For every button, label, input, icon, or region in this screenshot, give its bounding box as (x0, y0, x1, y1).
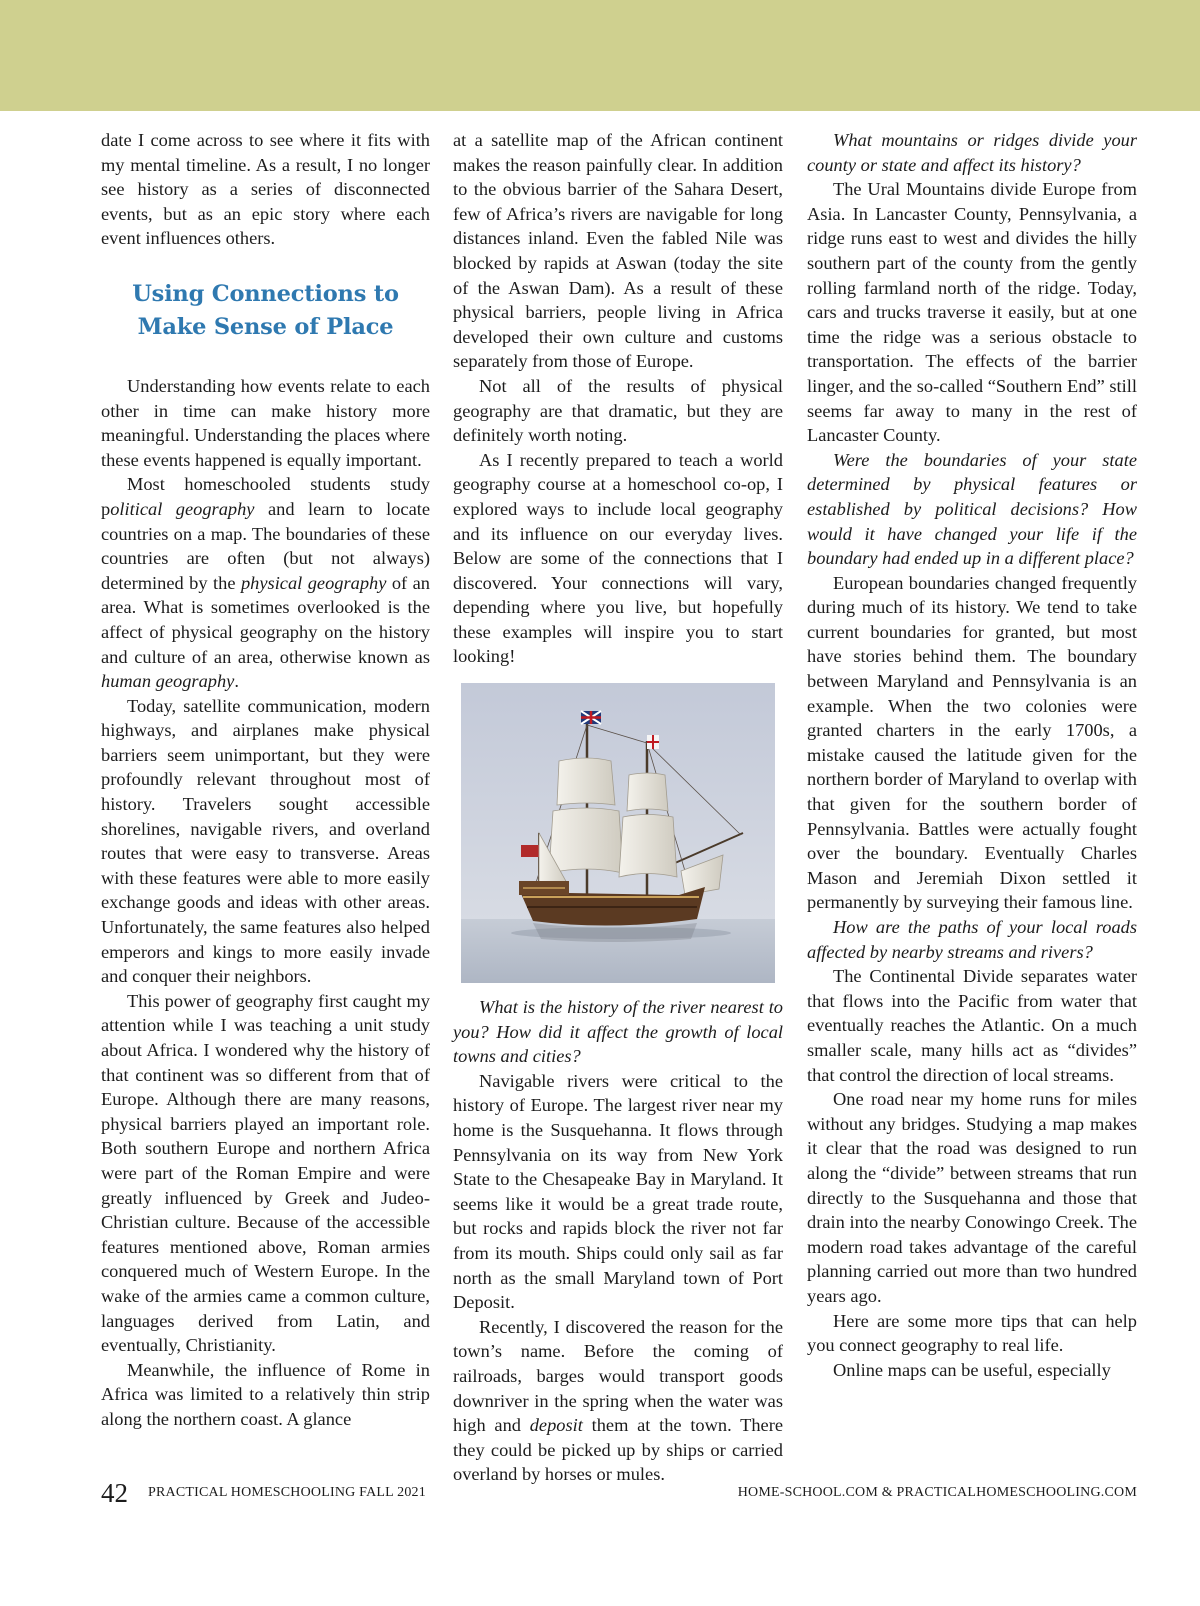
paragraph: The Ural Mountains divide Europe from Asia. In Lancaster County, Pennsylvania, a ridge runs east to west and divides the hilly southern part of the county from the gently rolling farmland north of the ridge. Today, cars and trucks traverse it easily, but at one time the ridge was a serious obstacle to transportation. The effects of the barrier linger, and the so-called “Southern End” still seems far away to many in the rest of Lancaster County. (807, 179, 1137, 446)
article-column-3 (807, 128, 1137, 1382)
question-subheading: Were the boundaries of your state determined by physical features or established by political decisions? How would it have changed your life if the boundary had ended up in a different place? (807, 449, 1137, 569)
article-column-1 (101, 128, 430, 1432)
article-column-2 (453, 128, 783, 1487)
page-number: 42 (101, 1478, 128, 1508)
section-heading (101, 278, 430, 344)
question-subheading: How are the paths of your local roads affected by nearby streams and rivers? (807, 917, 1137, 962)
paragraph: date I come across to see where it fits with my mental timeline. As a result, I no longer see history as a series of disconnected events, but as an epic story where each event influences others. (101, 130, 430, 249)
paragraph: This power of geography first caught my attention while I was teaching a unit study about Africa. I wondered why the history of that continent was so different from that of Europe. Although there are many reasons, physical barriers played an important role. Both southern Europe and northern Africa were part of the Roman Empire and were greatly influenced by Greek and Judeo-Christian culture. Because of the accessible features mentioned above, Roman armies conquered much of Western Europe. In the wake of the armies came a common culture, languages derived from Latin, and eventually, Christianity. (101, 990, 430, 1356)
paragraph: Understanding how events relate to each other in time can make history more meaningful. Understanding the places where these events happened is equally important. (101, 375, 430, 470)
magazine-issue: PRACTICAL HOMESCHOOLING FALL 2021 (148, 1485, 426, 1500)
paragraph: Navigable rivers were critical to the history of Europe. The largest river near my home is the Susquehanna. It flows through Pennsylvania on its way from New York State to the Chesapeake Bay in Maryland. It seems like it would be a great trade route, but rocks and rapids block the river not far from its mouth. Ships could only sail as far north as the small Maryland town of Port Deposit. (453, 1070, 783, 1313)
paragraph: As I recently prepared to teach a world geography course at a homeschool co-op, I explored ways to include local geography and its influence on our everyday lives. Below are some of the connections that I discovered. Your connections will vary, depending where you live, but hopefully these examples will inspire you to start looking! (453, 449, 783, 667)
emphasis: olitical geography (110, 498, 255, 519)
section-heading-line: Using Connections to (132, 280, 399, 307)
sailing-ship-photo (461, 683, 775, 983)
paragraph: Recently, I discovered the reason for the town’s name. Before the coming of railroads, barges would transport goods downriver in the spring when the water was high and deposit them at the town. There they could be picked up by ships or carried overland by horses or mules. (453, 1316, 783, 1485)
section-heading-line: Make Sense of Place (137, 313, 394, 340)
question-subheading: What is the history of the river nearest to you? How did it affect the growth of local towns and cities? (453, 997, 783, 1067)
paragraph: Online maps can be useful, especially (833, 1359, 1111, 1380)
emphasis: physical geography (240, 572, 387, 593)
paragraph: Here are some more tips that can help you connect geography to real life. (807, 1310, 1137, 1356)
emphasis: deposit (529, 1415, 583, 1436)
paragraph: at a satellite map of the African continent makes the reason painfully clear. In addition to the obvious barrier of the Sahara Desert, few of Africa’s rivers are navigable for long distances inland. Even the fabled Nile was blocked by rapids at Aswan (today the site of the Aswan Dam). As a result of these physical barriers, people living in Africa developed their own culture and customs separately from those of Europe. (453, 130, 783, 372)
paragraph: Most homeschooled students study political geography and learn to locate countries on a map. The boundaries of these countries are often (but not always) determined by the physical geography of an area. What is sometimes overlooked is the affect of physical geography on the history and culture of an area, otherwise known as human geography. (101, 474, 430, 692)
paragraph: European boundaries changed frequently during much of its history. We tend to take current boundaries for granted, but most have stories behind them. The boundary between Maryland and Pennsylvania is an example. When the two colonies were granted charters in the early 1700s, a mistake caused the latitude given for the northern border of Maryland to overlap with that given for the southern border of Pennsylvania. Battles were actually fought over the boundary. Eventually Charles Mason and Jeremiah Dixon settled it permanently by surveying their famous line. (807, 572, 1137, 913)
emphasis: human geography (101, 671, 235, 692)
paragraph: Not all of the results of physical geography are that dramatic, but they are definitely worth noting. (453, 375, 783, 446)
question-subheading: What mountains or ridges divide your county or state and affect its history? (807, 130, 1137, 175)
paragraph: Today, satellite communication, modern highways, and airplanes make physical barriers seem unimportant, but they were profoundly relevant throughout most of history. Travelers sought accessible shorelines, navigable rivers, and overland routes that were easy to transverse. Areas with these features were able to more easily exchange goods and ideas with other areas. Unfortunately, the same features also helped emperors and kings to more easily invade and conquer their neighbors. (101, 695, 430, 987)
paragraph: One road near my home runs for miles without any bridges. Studying a map makes it clear that the road was designed to run along the “divide” between streams that run directly to the Susquehanna and those that drain into the nearby Conowingo Creek. The modern road takes advantage of the careful planning carried out more than two hundred years ago. (807, 1089, 1137, 1306)
paragraph: Meanwhile, the influence of Rome in Africa was limited to a relatively thin strip along the northern coast. A glance (101, 1359, 430, 1429)
paragraph: The Continental Divide separates water that flows into the Pacific from water that eventually reaches the Atlantic. On a much smaller scale, many hills act as “divides” that control the direction of local streams. (807, 966, 1137, 1085)
website-links: HOME-SCHOOL.COM & PRACTICALHOMESCHOOLING.COM (737, 1485, 1137, 1500)
page-footer (101, 1476, 1137, 1510)
header-color-band (0, 0, 1200, 111)
